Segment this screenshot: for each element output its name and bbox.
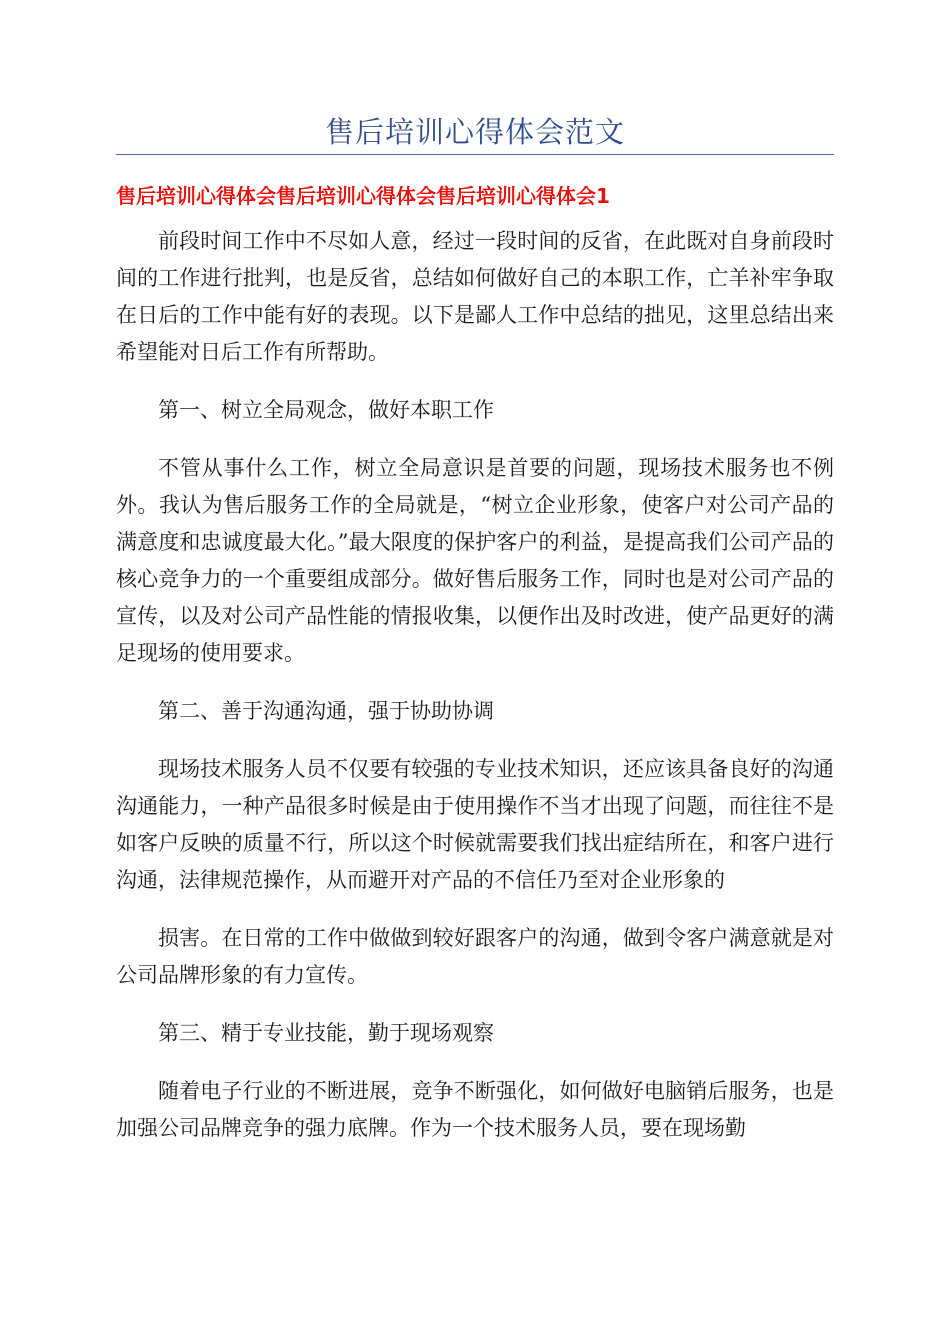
paragraph-point-3-heading: 第三、精于专业技能，勤于现场观察 [158,1021,494,1045]
paragraph-point-2-continued: 损害。在日常的工作中做做到较好跟客户的沟通，做到令客户满意就是对公司品牌形象的有力宣传。 [116,926,834,987]
paragraph-point-2-body: 现场技术服务人员不仅要有较强的专业技术知识，还应该具备良好的沟通沟通能力，一种产品很多时候是由于使用操作不当才出现了问题，而往往不是如客户反映的质量不行，所以这个时候就需要我们找出症结所在，和客户进行沟通，法律规范操作，从而避开对产品的不信任乃至对企业形象的 [116,757,834,892]
paragraph-point-2-heading: 第二、善于沟通沟通，强于协助协调 [158,699,494,723]
section-heading: 售后培训心得体会售后培训心得体会售后培训心得体会1 [116,184,610,208]
paragraph-intro: 前段时间工作中不尽如人意，经过一段时间的反省，在此既对自身前段时间的工作进行批判，也是反省，总结如何做好自己的本职工作，亡羊补牢争取在日后的工作中能有好的表现。以下是鄙人工作中总结的拙见，这里总结出来希望能对日后工作有所帮助。 [116,229,834,364]
document-body [116,223,834,1168]
title-underline [116,154,834,155]
paragraph-point-3-body: 随着电子行业的不断进展，竞争不断强化，如何做好电脑销后服务，也是加强公司品牌竞争的强力底牌。作为一个技术服务人员，要在现场勤 [116,1079,834,1140]
paragraph-point-1-body: 不管从事什么工作，树立全局意识是首要的问题，现场技术服务也不例外。我认为售后服务工作的全局就是，“树立企业形象，使客户对公司产品的满意度和忠诚度最大化。”最大限度的保护客户的利益，是提高我们公司产品的核心竞争力的一个重要组成部分。做好售后服务工作，同时也是对公司产品的宣传，以及对公司产品性能的情报收集，以便作出及时改进，使产品更好的满足现场的使用要求。 [116,456,834,665]
document-title: 售后培训心得体会范文 [324,115,625,149]
paragraph-point-1-heading: 第一、树立全局观念，做好本职工作 [158,398,494,422]
